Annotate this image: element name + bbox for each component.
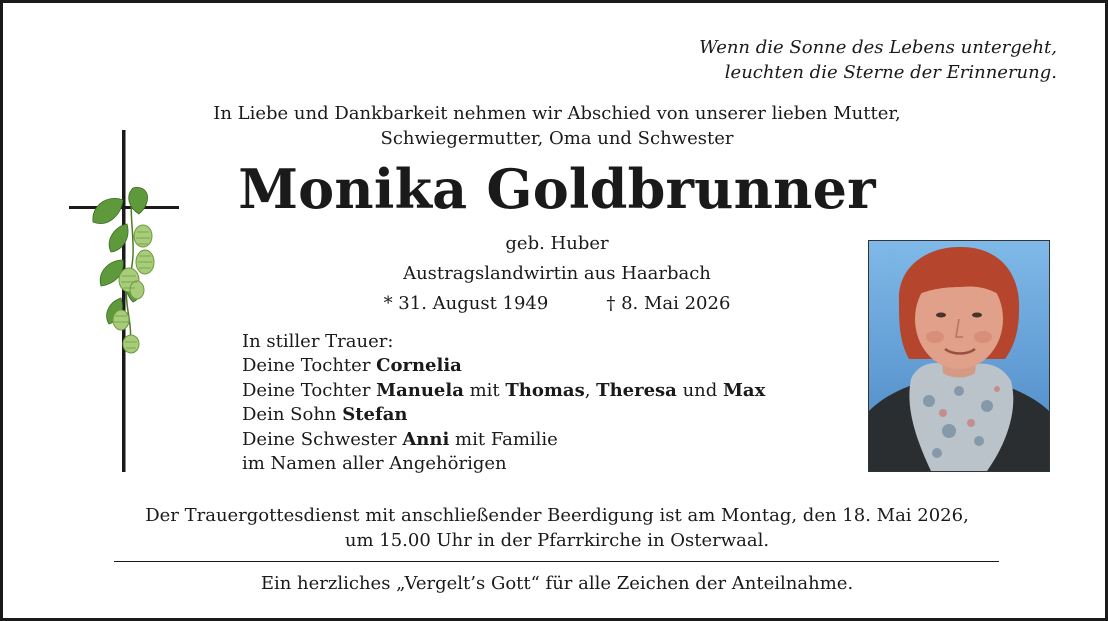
divider [114, 561, 999, 562]
birth-date: * 31. August 1949 [383, 293, 549, 314]
maiden-name: geb. Huber [505, 233, 609, 254]
death-date: † 8. Mai 2026 [606, 293, 731, 314]
mourner-line: Deine Tochter Manuela mit Thomas, Theresa und Max [242, 379, 766, 401]
quote-line-2: leuchten die Sterne der Erinnerung. [724, 62, 1057, 83]
mourner-line: Dein Sohn Stefan [242, 404, 408, 426]
thanks-text: Ein herzliches „Vergelt’s Gott“ für alle Zeichen der Anteilnahme. [260, 573, 854, 594]
quote-line-1: Wenn die Sonne des Lebens untergeht, [699, 37, 1057, 58]
service-info [3, 503, 1108, 553]
mourner-line: Deine Schwester Anni mit Familie [242, 428, 558, 450]
service-line-1: Der Trauergottesdienst mit anschließender Beerdigung ist am Montag, den 18. Mai 2026, [145, 505, 969, 526]
occupation: Austragslandwirtin aus Haarbach [403, 263, 711, 284]
deceased-name: Monika Goldbrunner [238, 157, 876, 221]
intro-line-2: Schwiegermutter, Oma und Schwester [380, 128, 734, 149]
mourner-line: Deine Tochter Cornelia [242, 355, 462, 377]
quote [699, 35, 1057, 85]
mourners-list [242, 330, 765, 476]
mourners-heading: In stiller Trauer: [242, 331, 394, 352]
mourner-line: im Namen aller Angehörigen [242, 453, 507, 475]
intro-line-1: In Liebe und Dankbarkeit nehmen wir Abschied von unserer lieben Mutter, [213, 103, 901, 124]
service-line-2: um 15.00 Uhr in der Pfarrkirche in Osterwaal. [344, 530, 770, 551]
portrait-photo [868, 240, 1050, 472]
